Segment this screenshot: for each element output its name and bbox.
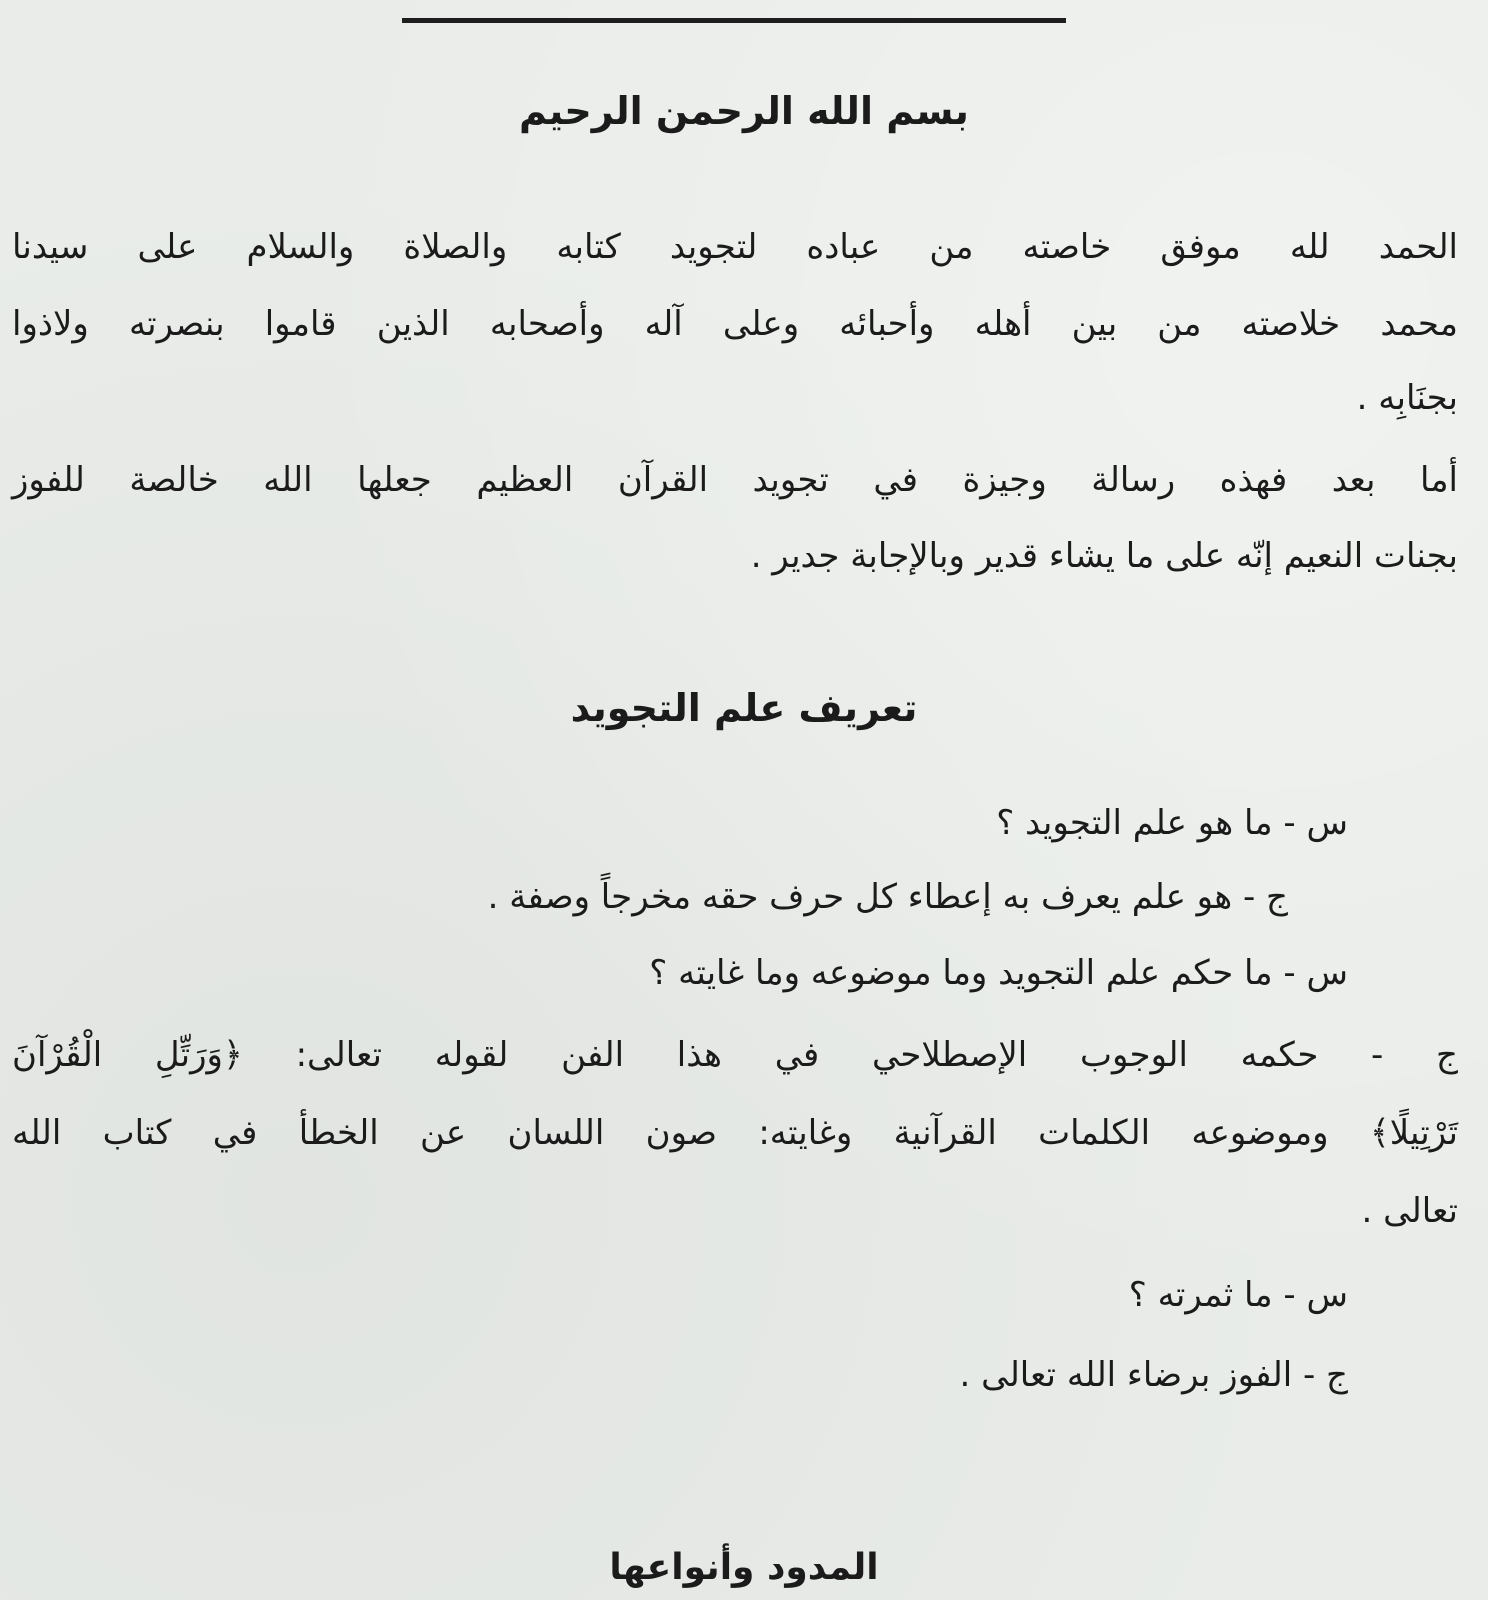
- answer-1: ج - هو علم يعرف به إعطاء كل حرف حقه مخرجاً وصفة .: [487, 877, 1288, 917]
- question-2: س - ما حكم علم التجويد وما موضوعه وما غايته ؟: [649, 953, 1348, 993]
- intro-line-3: بجنَابِه .: [1356, 378, 1458, 418]
- basmala-heading: بسم الله الرحمن الرحيم: [519, 89, 969, 133]
- subsection-title: المدود وأنواعها: [609, 1547, 879, 1588]
- question-1: س - ما هو علم التجويد ؟: [996, 803, 1348, 843]
- question-3: س - ما ثمرته ؟: [1128, 1275, 1348, 1315]
- purpose-line-2: بجنات النعيم إنّه على ما يشاء قدير وبالإجابة جدير .: [750, 536, 1458, 576]
- intro-line-2: محمد خلاصته من بين أهله وأحبائه وعلى آله وأصحابه الذين قاموا بنصرته ولاذوا: [12, 304, 1458, 344]
- answer-2-line-1: ج - حكمه الوجوب الإصطلاحي في هذا الفن لقوله تعالى: ﴿وَرَتِّلِ الْقُرْآنَ: [12, 1035, 1458, 1075]
- answer-3: ج - الفوز برضاء الله تعالى .: [959, 1355, 1348, 1395]
- answer-2-line-2: تَرْتِيلًا﴾ وموضوعه الكلمات القرآنية وغايته: صون اللسان عن الخطأ في كتاب الله: [12, 1113, 1458, 1153]
- section-title: تعريف علم التجويد: [570, 686, 918, 730]
- answer-2-line-3: تعالى .: [1361, 1191, 1458, 1231]
- intro-line-1: الحمد لله موفق خاصته من عباده لتجويد كتابه والصلاة والسلام على سيدنا: [12, 227, 1458, 267]
- purpose-line-1: أما بعد فهذه رسالة وجيزة في تجويد القرآن العظيم جعلها الله خالصة للفوز: [12, 460, 1458, 500]
- top-rule: [402, 18, 1066, 23]
